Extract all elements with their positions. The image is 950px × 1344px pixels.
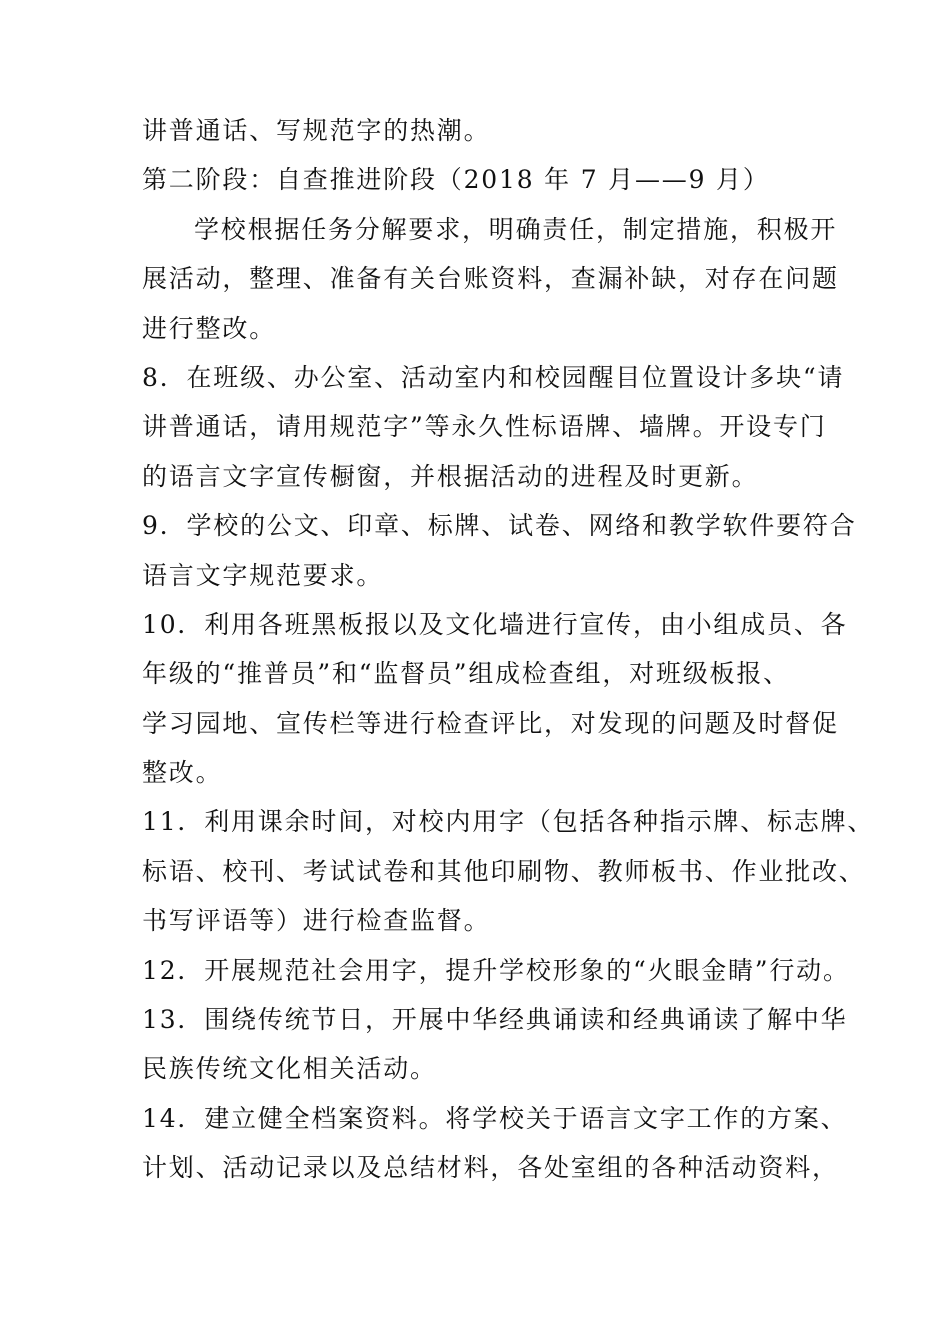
text-line: 的语言文字宣传橱窗，并根据活动的进程及时更新。 bbox=[142, 461, 759, 491]
list-item-14: 14．建立健全档案资料。将学校关于语言文字工作的方案、 bbox=[142, 1103, 848, 1133]
text-line: 讲普通话，请用规范字”等永久性标语牌、墙牌。开设专门 bbox=[142, 412, 827, 442]
list-item-12: 12．开展规范社会用字，提升学校形象的“火眼金睛”行动。 bbox=[142, 955, 850, 985]
text-line: 计划、活动记录以及总结材料，各处室组的各种活动资料， bbox=[142, 1153, 839, 1183]
list-item-10: 10．利用各班黑板报以及文化墙进行宣传，由小组成员、各 bbox=[142, 609, 848, 639]
text-line: 标语、校刊、考试试卷和其他印刷物、教师板书、作业批改、 bbox=[142, 856, 866, 886]
text-line: 进行整改。 bbox=[142, 313, 277, 343]
list-item-8: 8．在班级、办公室、活动室内和校园醒目位置设计多块“请 bbox=[142, 362, 845, 392]
text-line: 民族传统文化相关活动。 bbox=[142, 1054, 437, 1084]
document-body bbox=[142, 106, 875, 1193]
list-item-9: 9．学校的公文、印章、标牌、试卷、网络和教学软件要符合 bbox=[142, 511, 857, 541]
text-line: 学习园地、宣传栏等进行检查评比，对发现的问题及时督促 bbox=[142, 708, 839, 738]
list-item-13: 13．围绕传统节日，开展中华经典诵读和经典诵读了解中华 bbox=[142, 1005, 848, 1035]
text-line: 展活动，整理、准备有关台账资料，查漏补缺，对存在问题 bbox=[142, 264, 839, 294]
section-heading: 第二阶段：自查推进阶段（2018 年 7 月——9 月） bbox=[142, 165, 770, 195]
text-line: 年级的“推普员”和“监督员”组成检查组，对班级板报、 bbox=[142, 659, 790, 689]
text-line: 语言文字规范要求。 bbox=[142, 560, 384, 590]
text-line: 书写评语等）进行检查监督。 bbox=[142, 906, 491, 936]
text-line: 整改。 bbox=[142, 758, 223, 788]
text-line: 讲普通话、写规范字的热潮。 bbox=[142, 116, 491, 145]
text-line: 学校根据任务分解要求，明确责任，制定措施，积极开 bbox=[194, 214, 838, 244]
list-item-11: 11．利用课余时间，对校内用字（包括各种指示牌、标志牌、 bbox=[142, 807, 875, 837]
